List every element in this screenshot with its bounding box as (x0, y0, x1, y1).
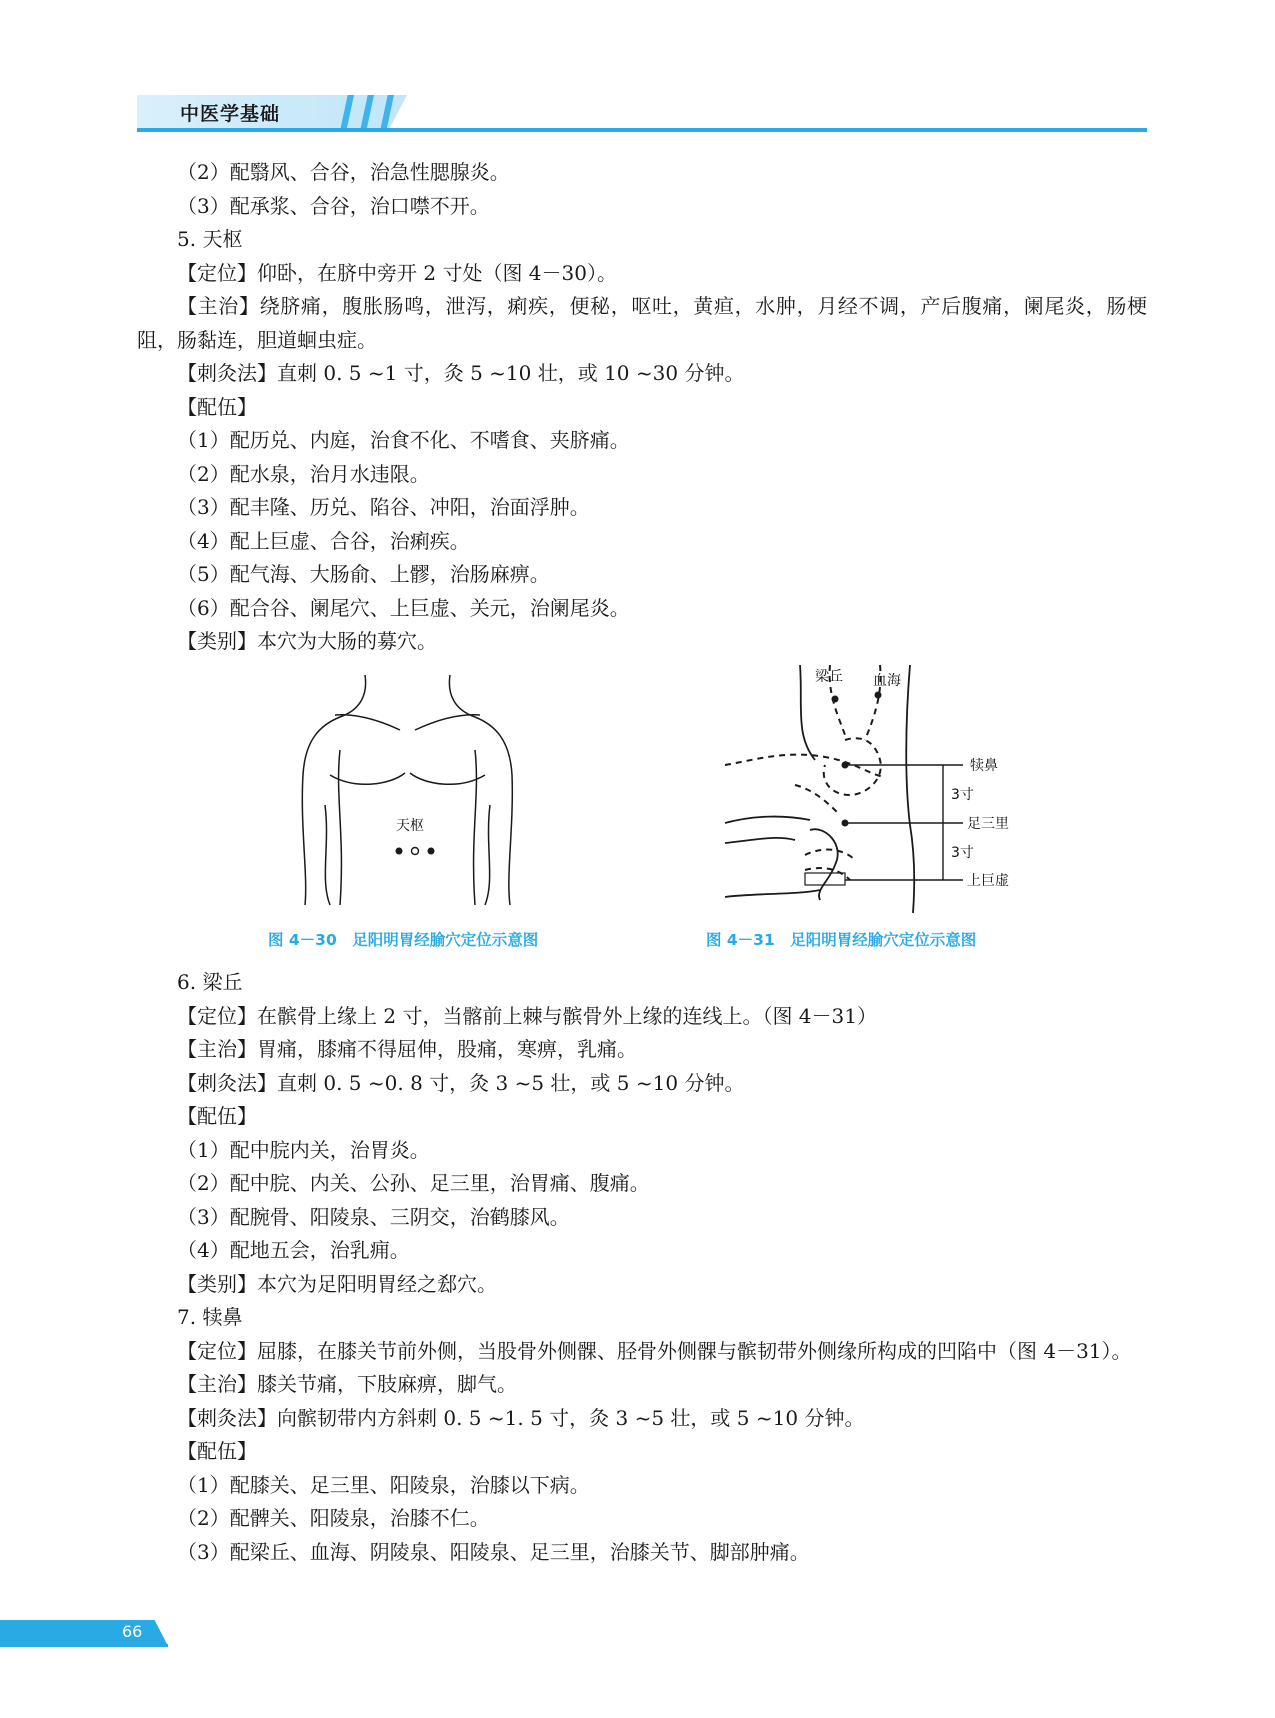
acupoint-dot (428, 848, 435, 855)
paragraph: 【定位】在髌骨上缘上 2 寸，当髂前上棘与髌骨外上缘的连线上。（图 4－31） (177, 1003, 877, 1028)
acupoint-liangqiu (832, 696, 839, 703)
paragraph: 【刺灸法】直刺 0. 5 ~0. 8 寸，灸 3 ~5 壮，或 5 ~10 分钟。 (177, 1070, 745, 1095)
acupoint-xuehai (875, 692, 882, 699)
list-item: （3）配腕骨、阳陵泉、三阴交，治鹤膝风。 (177, 1204, 570, 1229)
paragraph: 【类别】本穴为大肠的募穴。 (177, 629, 437, 653)
list-item: （5）配气海、大肠俞、上髎，治肠麻痹。 (177, 562, 550, 586)
section-heading: 6. 梁丘 (177, 970, 243, 994)
figure-4-30-torso (300, 665, 560, 910)
header-rule (137, 128, 1147, 132)
paragraph: （3）配承浆、合谷，治口噤不开。 (177, 193, 490, 218)
list-item: （3）配梁丘、血海、阴陵泉、阳陵泉、足三里，治膝关节、脚部肿痛。 (177, 1539, 810, 1564)
label-3cun: 3寸 (951, 845, 974, 861)
figure-4-31-knee (715, 665, 1045, 915)
list-item: （2）配水泉，治月水违限。 (177, 461, 430, 486)
section-heading: 7. 犊鼻 (177, 1305, 243, 1329)
text-block-bottom (137, 966, 1147, 1569)
footer-rule (0, 1644, 168, 1647)
list-item: （4）配上巨虚、合谷，治痢疾。 (177, 528, 470, 553)
figure-caption: 图 4－30 足阳明胃经腧穴定位示意图 (268, 931, 539, 949)
acupoint-dot (396, 848, 403, 855)
paragraph: 【配伍】 (177, 394, 257, 419)
list-item: （2）配中脘、内关、公孙、足三里，治胃痛、腹痛。 (177, 1171, 650, 1195)
text-block-top (137, 156, 1147, 659)
paragraph: 【主治】胃痛，膝痛不得屈伸，股痛，寒痹，乳痛。 (177, 1037, 637, 1061)
label-tianshu: 天枢 (396, 818, 424, 834)
footer-tab (0, 1620, 168, 1646)
paragraph: 【刺灸法】直刺 0. 5 ~1 寸，灸 5 ~10 壮，或 10 ~30 分钟。 (177, 361, 745, 385)
label-liangqiu: 梁丘 (815, 669, 843, 685)
paragraph: 【配伍】 (177, 1439, 257, 1463)
list-item: （3）配丰隆、历兑、陷谷、冲阳，治面浮肿。 (177, 495, 590, 519)
list-item: （4）配地五会，治乳痈。 (177, 1238, 410, 1262)
book-title: 中医学基础 (180, 103, 281, 125)
list-item: （1）配中脘内关，治胃炎。 (177, 1137, 430, 1162)
paragraph: 【类别】本穴为足阳明胃经之郄穴。 (177, 1271, 497, 1296)
list-item: （1）配膝关、足三里、阳陵泉，治膝以下病。 (177, 1472, 590, 1497)
paragraph: 【刺灸法】向髌韧带内方斜刺 0. 5 ~1. 5 寸，灸 3 ~5 壮，或 5 ~10 分钟。 (177, 1405, 865, 1430)
page-number: 66 (122, 1622, 143, 1641)
paragraph: 【配伍】 (177, 1104, 257, 1128)
label-xuehai: 血海 (873, 673, 901, 689)
list-item: （2）配髀关、阳陵泉，治膝不仁。 (177, 1506, 490, 1530)
paragraph: 【主治】绕脐痛，腹胀肠鸣，泄泻，痢疾，便秘，呕吐，黄疸，水肿，月经不调，产后腹痛，阑尾炎，肠梗阻，肠黏连，胆道蛔虫症。 (137, 294, 1147, 352)
page-header (0, 0, 1275, 140)
paragraph: 【主治】膝关节痛，下肢麻痹，脚气。 (177, 1372, 517, 1396)
list-item: （6）配合谷、阑尾穴、上巨虚、关元，治阑尾炎。 (177, 595, 630, 620)
list-item: （1）配历兑、内庭，治食不化、不嗜食、夹脐痛。 (177, 428, 630, 452)
figure-caption: 图 4－31 足阳明胃经腧穴定位示意图 (706, 931, 977, 949)
label-dubi: 犊鼻 (970, 758, 998, 774)
paragraph: （2）配翳风、合谷，治急性腮腺炎。 (177, 160, 510, 184)
paragraph: 【定位】屈膝，在膝关节前外侧，当股骨外侧髁、胫骨外侧髁与髌韧带外侧缘所构成的凹陷中（图 4－31）。 (177, 1338, 1132, 1363)
paragraph: 【定位】仰卧，在脐中旁开 2 寸处（图 4－30）。 (177, 260, 617, 285)
label-3cun: 3寸 (951, 787, 974, 803)
section-heading: 5. 天枢 (177, 227, 243, 251)
navel-marker (412, 848, 419, 855)
label-zusanli: 足三里 (967, 816, 1009, 832)
label-shangjuxu: 上巨虚 (967, 873, 1009, 889)
